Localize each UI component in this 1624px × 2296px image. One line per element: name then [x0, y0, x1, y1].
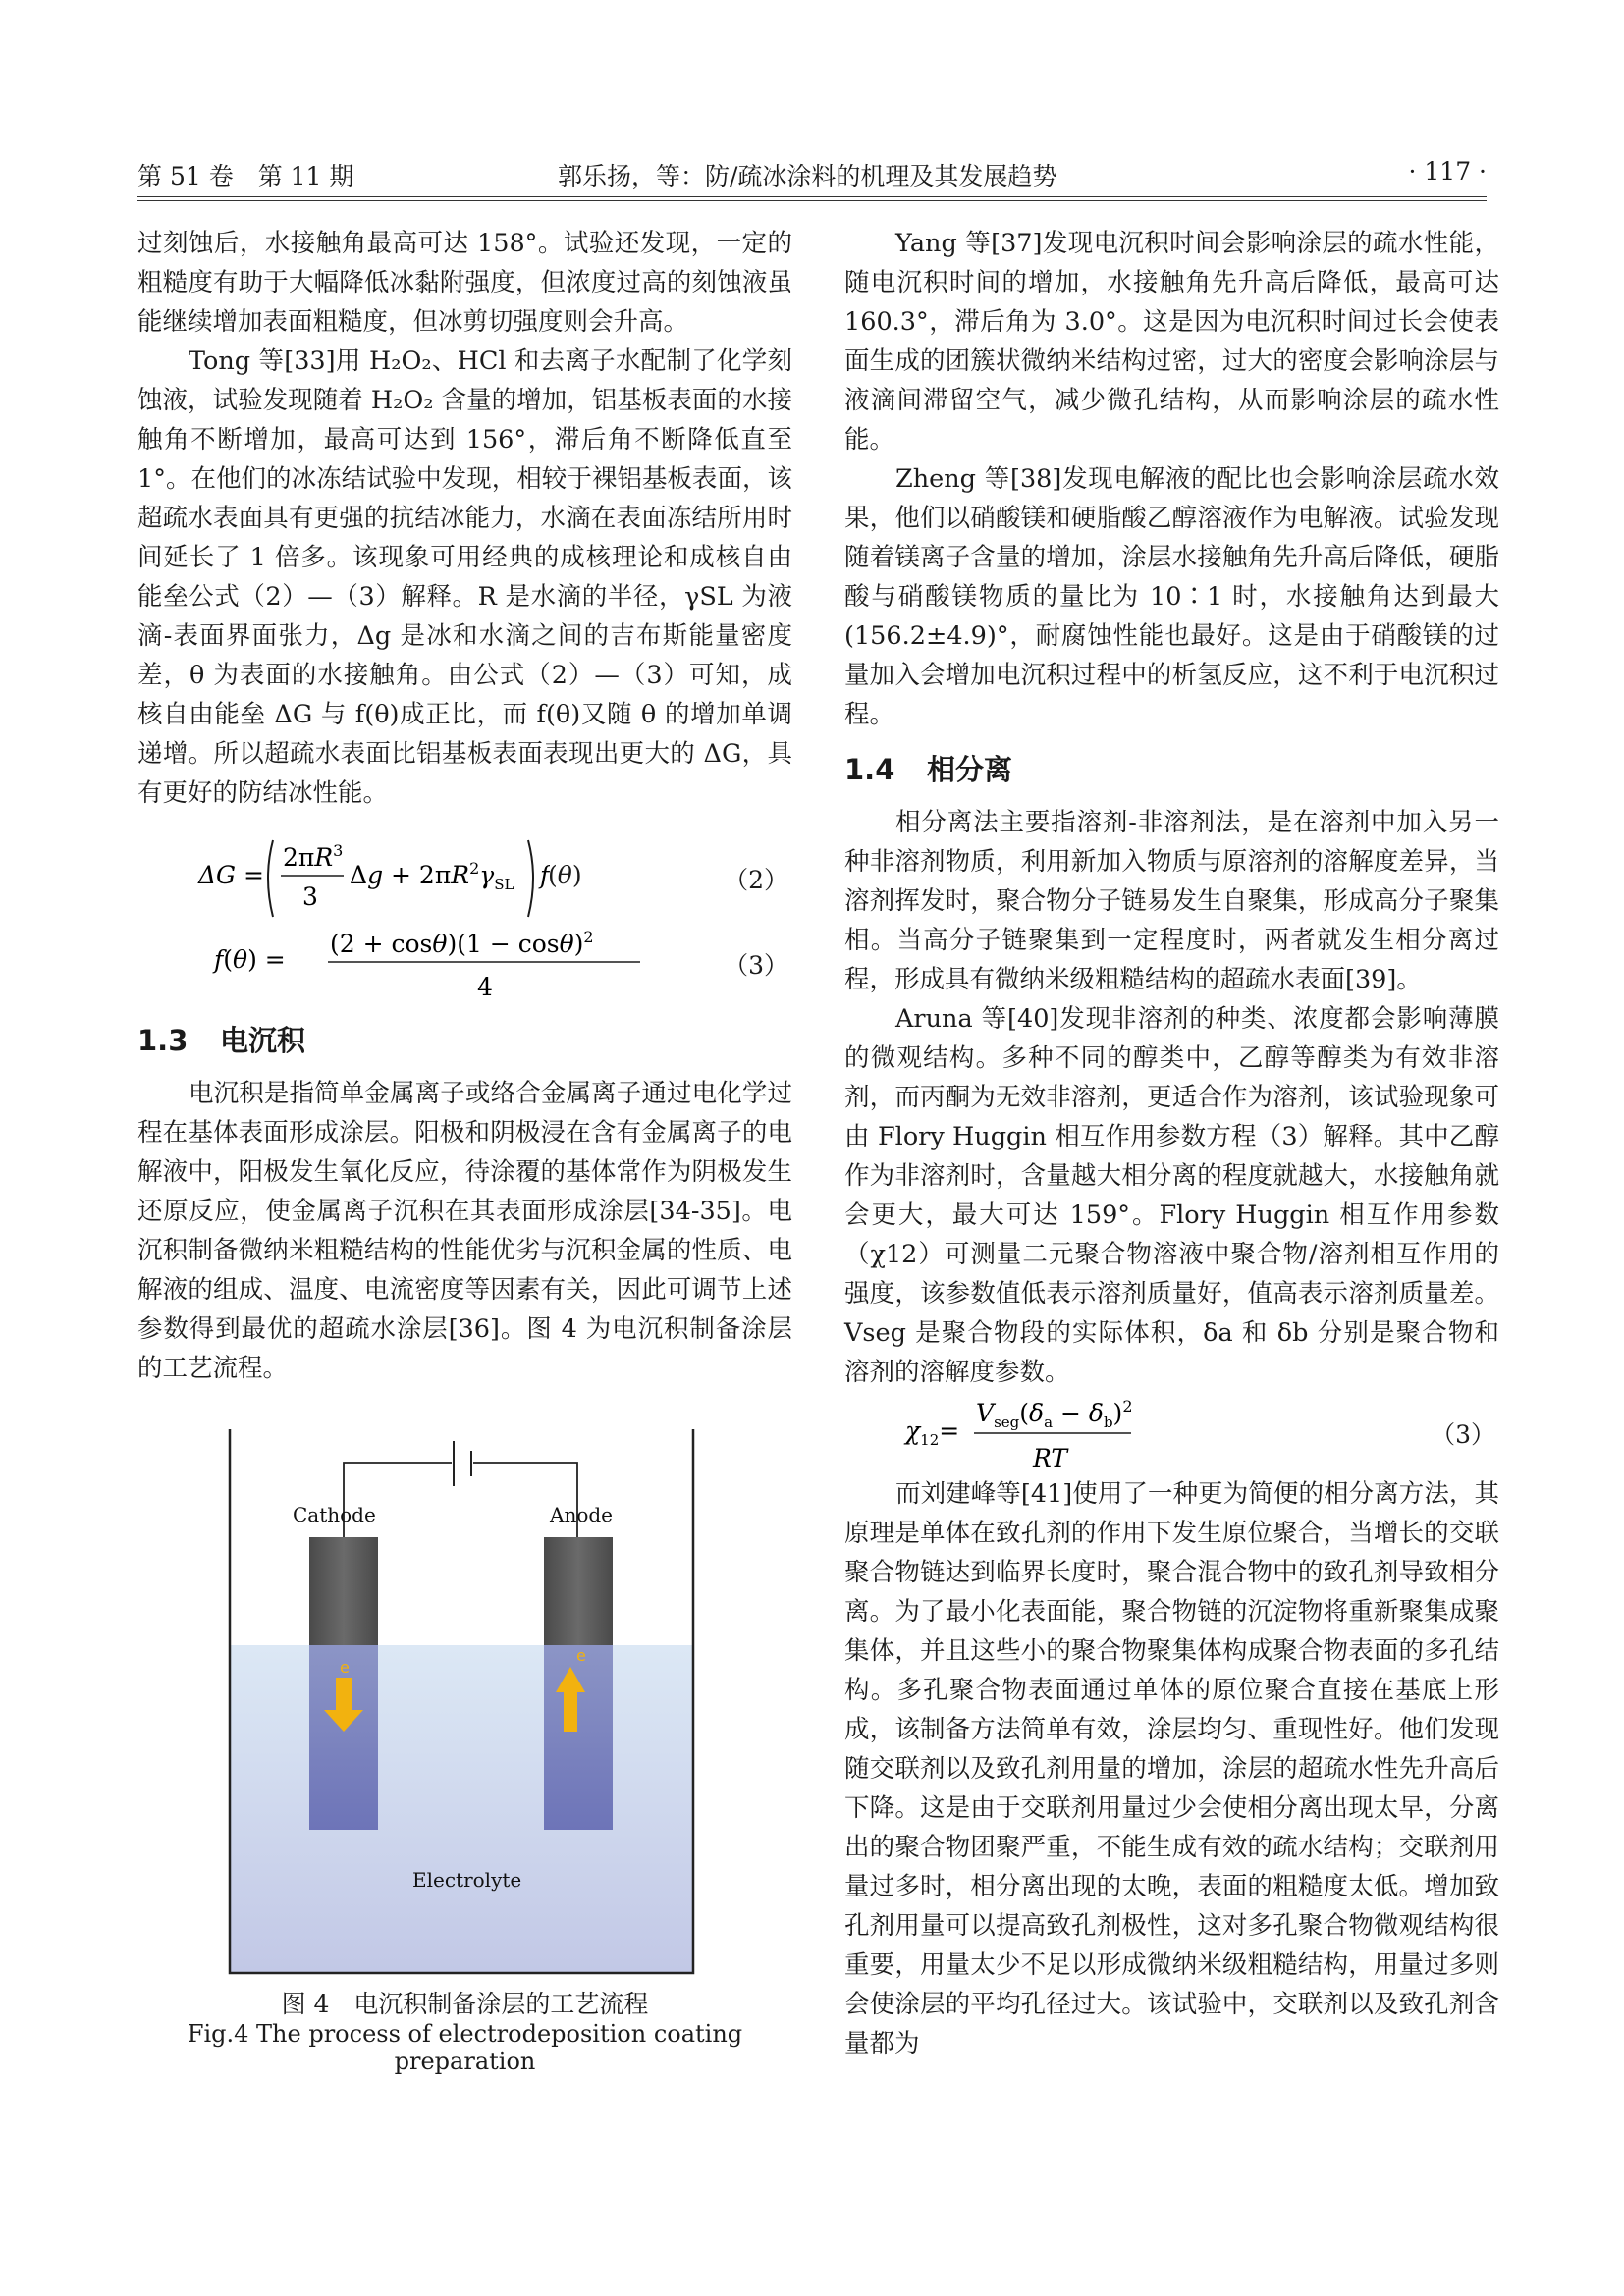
- equation-2-number: （2）: [724, 866, 788, 894]
- header-rule-thick: [137, 196, 1487, 197]
- electrolyte-label: Electrolyte: [412, 1868, 522, 1892]
- svg-text:f: f: [540, 861, 550, 889]
- anode-metal: [544, 1537, 613, 1653]
- equation-2-tail: (θ): [548, 861, 582, 889]
- svg-text:(2 + cosθ)(1 − cosθ)2: $(2 + \cos\theta)(1 - \cos\theta)^2$: [330, 928, 594, 958]
- svg-text:Δg + 2πR2γSL: $\Delta g + 2\pi R^2\gamma_{SL}$: [350, 859, 514, 893]
- equation-3b-number: （3）: [1431, 1420, 1495, 1449]
- figure-4: [137, 1398, 792, 2075]
- figure-caption-zh: 图 4 电沉积制备涂层的工艺流程: [281, 1990, 649, 2018]
- equation-3: [137, 925, 792, 1005]
- section-heading-1-3: [137, 1019, 792, 1062]
- section-number: 1.4: [844, 753, 895, 786]
- left-column: [137, 224, 792, 2075]
- electron-label-right: e: [576, 1646, 586, 1665]
- cathode-metal: [309, 1537, 378, 1653]
- section-title: 相分离: [927, 753, 1013, 786]
- paragraph-phase-separation: 相分离法主要指溶剂-非溶剂法，是在溶剂中加入另一种非溶剂物质，利用新加入物质与原溶剂的溶解度差异，当溶剂挥发时，聚合物分子链易发生自聚集，形成高分子聚集相。当高分子链聚集到一定程度时，两者就发生相分离过程，形成具有微纳米级粗糙结构的超疏水表面[39]。: [844, 808, 1499, 994]
- paragraph-electrodeposition: 电沉积是指简单金属离子或络合金属离子通过电化学过程在基体表面形成涂层。阳极和阴极浸在含有金属离子的电解液中，阳极发生氧化反应，待涂覆的基体常作为阴极发生还原反应，使金属离子沉积在其表面形成涂层[34-35]。电沉积制备微纳米粗糙结构的性能优劣与沉积金属的性质、电解液的组成、温度、电流密度等因素有关，因此可调节上述参数得到最优的超疏水涂层[36]。图 4 为电沉积制备涂层的工艺流程。: [137, 1079, 792, 1383]
- equation-3b: [844, 1392, 1499, 1474]
- svg-text:4: 4: [477, 973, 493, 1001]
- section-title: 电沉积: [220, 1024, 306, 1057]
- equation-3b-formula: [844, 1392, 1139, 1474]
- paragraph-tong: Tong 等[33]用 H₂O₂、HCl 和去离子水配制了化学刻蚀液，试验发现随着 H₂O₂ 含量的增加，铝基板表面的水接触角不断增加，最高可达到 156°，滞后角不断降低直至 1°。在他们的冰冻结试验中发现，相较于裸铝基板表面，该超疏水表面具有更强的抗结冰能力，水滴在表面冻结所用时间延长了 1 倍多。该现象可用经典的成核理论和成核自由能垒公式（2）—（3）解释。R 是水滴的半径，γSL 为液滴-表面界面张力，Δg 是冰和水滴之间的吉布斯能量密度差，θ 为表面的水接触角。由公式（2）—（3）可知，成核自由能垒 ΔG 与 f(θ)成正比，而 f(θ)又随 θ 的增加单调递增。所以超疏水表面比铝基板表面表现出更大的 ΔG，具有更好的防结冰性能。: [137, 347, 792, 808]
- electrolyte-solution: [230, 1645, 693, 1973]
- anode-immersed: [544, 1645, 613, 1830]
- electrodeposition-diagram: [226, 1398, 697, 1977]
- equation-3-formula: [137, 925, 648, 1005]
- running-title: 郭乐扬，等：防/疏冰涂料的机理及其发展趋势: [558, 162, 1057, 190]
- equation-2-formula: [137, 830, 550, 925]
- svg-text:f(θ) =: f(θ) =: [214, 945, 286, 974]
- journal-volume-issue: 第 51 卷 第 11 期: [137, 162, 354, 190]
- svg-text:Vseg(δa − δb)2: $V_{seg}(\delta_a - \delta_b)^2$: [976, 1397, 1133, 1431]
- cathode-label: Cathode: [293, 1503, 376, 1526]
- svg-text:RT: RT: [1033, 1444, 1068, 1472]
- section-number: 1.3: [137, 1024, 189, 1057]
- page-number: · 117 ·: [1408, 157, 1487, 186]
- right-column: [844, 224, 1499, 2063]
- electron-label-left: e: [340, 1658, 350, 1677]
- figure-caption-en: Fig.4 The process of electrodeposition coating preparation: [187, 2020, 743, 2075]
- paragraph-liu: 而刘建峰等[41]使用了一种更为简便的相分离方法，其原理是单体在致孔剂的作用下发生原位聚合，当增长的交联聚合物链达到临界长度时，聚合混合物中的致孔剂导致相分离。为了最小化表面能，聚合物链的沉淀物将重新聚集成聚集体，并且这些小的聚合物聚集体构成聚合物表面的多孔结构。多孔聚合物表面通过单体的原位聚合直接在基底上形成，该制备方法简单有效，涂层均匀、重现性好。他们发现随交联剂以及致孔剂用量的增加，涂层的超疏水性先升高后下降。这是由于交联剂用量过少会使相分离出现太早，分离出的聚合物团聚严重，不能生成有效的疏水结构；交联剂用量过多时，相分离出现的太晚，表面的粗糙度太低。增加致孔剂用量可以提高致孔剂极性，这对多孔聚合物微观结构很重要，用量太少不足以形成微纳米级粗糙结构，用量过多则会使涂层的平均孔径过大。该试验中，交联剂以及致孔剂含量都为: [844, 1479, 1499, 2058]
- anode-label: Anode: [550, 1503, 614, 1526]
- svg-text:3: 3: [302, 882, 318, 911]
- paragraph-aruna: Aruna 等[40]发现非溶剂的种类、浓度都会影响薄膜的微观结构。多种不同的醇类中，乙醇等醇类为有效非溶剂，而丙酮为无效非溶剂，更适合作为溶剂，该试验现象可由 Flory Huggin 相互作用参数方程（3）解释。其中乙醇作为非溶剂时，含量越大相分离的程度就越大，水接触角就会更大，最大可达 159°。Flory Huggin 相互作用参数（χ12）可测量二元聚合物溶液中聚合物/溶剂相互作用的强度，该参数值低表示溶剂质量好，值高表示溶剂质量差。Vseg 是聚合物段的实际体积，δa 和 δb 分别是聚合物和溶剂的溶解度参数。: [844, 1004, 1499, 1387]
- paragraph-yang: Yang 等[37]发现电沉积时间会影响涂层的疏水性能，随电沉积时间的增加，水接触角先升高后降低，最高可达 160.3°，滞后角为 3.0°。这是因为电沉积时间过长会使表面生成的团簇状微纳米结构过密，过大的密度会影响涂层与液滴间滞留空气，减少微孔结构，从而影响涂层的疏水性能。: [844, 229, 1499, 454]
- svg-text:2πR3: $2\pi R^3$: [283, 841, 344, 872]
- svg-text:ΔG =: ΔG =: [198, 861, 264, 889]
- svg-text:χ12=: $\chi_{12}=$: [905, 1416, 960, 1449]
- equation-2: [137, 830, 792, 925]
- header-rule-thin: [137, 200, 1487, 201]
- paragraph-etching-result: 过刻蚀后，水接触角最高可达 158°。试验还发现，一定的粗糙度有助于大幅降低冰黏附强度，但浓度过高的刻蚀液虽能继续增加表面粗糙度，但冰剪切强度则会升高。: [137, 229, 792, 337]
- paragraph-zheng: Zheng 等[38]发现电解液的配比也会影响涂层疏水效果，他们以硝酸镁和硬脂酸乙醇溶液作为电解液。试验发现随着镁离子含量的增加，涂层水接触角先升高后降低，硬脂酸与硝酸镁物质的量比为 10∶1 时，水接触角达到最大(156.2±4.9)°，耐腐蚀性能也最好。这是由于硝酸镁的过量加入会增加电沉积过程中的析氢反应，这不利于电沉积过程。: [844, 464, 1499, 729]
- section-heading-1-4: [844, 748, 1499, 791]
- equation-3-number: （3）: [724, 951, 788, 980]
